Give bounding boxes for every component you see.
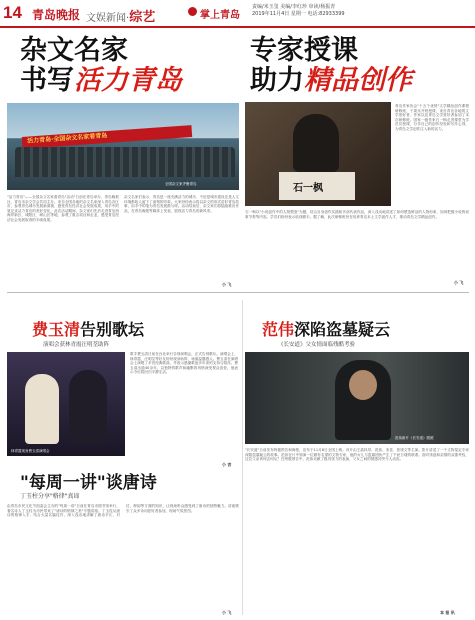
photo-caption: 林青霞现身费玉清演唱会 [11, 449, 50, 453]
story-expert-body-top: 青岛作家协会"十五个优势"文学精品创作课程研修班，于周末开班授课，来自青岛各地的文学爱好者、作家以及青岛文学爱好者参加了本次研修班。国家一级作家石一枫走进课堂为学员们授课，分享自己的创作经验和写作心得，为青岛文学创作注入新的活力。 [395, 104, 469, 131]
masthead [0, 0, 475, 26]
app-name: 掌上青岛 [200, 10, 240, 21]
story-lecture-body: 由青岛市民文化节组委会主办的"每周一讲"日前在青岛市图书馆举行，著名诗人丁玉柱为市民带来了"唐诗的格律之美"专题讲座。丁玉柱从唐诗的格律入手，结合大量名篇佳作，深入浅出地讲解了唐诗平仄、对仗、押韵等方面的知识，让现场听众感受到了唐诗的独特魅力。讲座吸引了众多诗词爱好者参加，现场气氛热烈。 [7, 504, 239, 518]
story-expert-headline [250, 36, 470, 96]
app-logo-icon [188, 7, 197, 16]
story-main-body-left: "活力青岛"——全国杂文名家看青岛"活动"日前在青岛举办，青岛晚报社、青岛市杂文学会共同主办。来自全国各地的杂文名家深入青岛各区市，参观青岛城市发展新面貌、感受青岛经济社会发展成果，用手中的笔记录活力青岛的美好变化。此次活动期间，杂文家们先后走进青岛西海岸新区、城阳区、崂山区等地，参观了重点项目和企业，感受青岛经济社会发展取得的丰硕成果。 [7, 195, 119, 222]
story-fan-byline: 本 报 讯 [440, 610, 455, 615]
editor-credits: 责编/米玉玺 美编/李红珍 审读/杨振青 [252, 4, 336, 10]
story-fan-photo [245, 352, 469, 444]
date-line: 2019年11月4日 星期一 电话:82933399 [252, 11, 345, 17]
story-lecture-headline: "每周一讲"谈唐诗 [20, 473, 157, 493]
headline-prefix: 书写 [20, 65, 74, 96]
section-prefix: 文娱新闻· [86, 13, 130, 24]
crowd-silhouette [15, 147, 235, 177]
headline-prefix: 助力 [250, 65, 304, 96]
singer-figure-left [25, 374, 59, 444]
headline-rest: 告别歌坛 [80, 320, 145, 339]
photo-banner-text: 活力青岛·全国杂文名家看青岛 [26, 132, 108, 145]
story-fan-subhead: 《长安道》父女情面临残酷考验 [278, 342, 356, 348]
story-fan-body: "长安道"日前发布终极预告和海报，宣布于11月8日全国上映。该片由王晶执导，范伟、宋佳、张颂文等主演。影片讲述了一个文物鉴定专家深陷盗墓疑云的故事。范伟在片中饰演一位颇有名望的文物专家，他的女儿与盗墓团伙产生了千丝万缕的联系。面对诱惑和亲情的双重考验，这位父亲该何去何从？在终极预告中，范伟贡献了极具张力的表演，父女之间的情感冲突令人动容。 [245, 448, 469, 462]
headline-line1: 专家授课 [250, 35, 358, 66]
story-main-byline: 小 飞 [222, 282, 232, 287]
singer-figure-right [69, 370, 107, 444]
story-fei-photo [7, 352, 125, 456]
masthead-rule [0, 26, 475, 28]
photo-caption: 全国杂文家齐聚青岛 [165, 182, 197, 186]
section-name: 综艺 [129, 10, 156, 25]
story-fei-subhead: 演唱会获林青霞汪明荃助阵 [43, 342, 110, 348]
story-main-headline [20, 36, 240, 96]
story-fan-headline [262, 317, 390, 340]
page-number: 14 [3, 3, 22, 22]
story-lecture-subhead: 丁玉柱分享"格律"真谛 [20, 493, 80, 500]
headline-art: 精品创作 [304, 65, 412, 96]
story-expert-byline: 小 飞 [454, 280, 464, 285]
headline-name: 范伟 [262, 320, 295, 339]
podium-nameplate: 石一枫 [293, 183, 323, 194]
headline-line1: 杂文名家 [20, 35, 128, 66]
column-divider [242, 300, 243, 615]
story-fei-body: 歌手费玉清日前在台北举行告别演唱会，正式告别歌坛。演唱会上，林青霞、汪明荃等好友纷纷现身助阵，场面温馨感人。费玉清在演唱会上演唱了多首经典歌曲，并表示感谢歌迷多年来的支持与陪伴。费玉清出道40余年，以独特的歌声和幽默的风格深受观众喜爱，他表示今后将回归平静生活。 [130, 352, 238, 375]
section-title [86, 6, 155, 25]
newspaper-brand: 青岛晚报 [32, 8, 81, 22]
section-divider [7, 292, 469, 293]
story-expert-body-bottom: 石一枫以"小说创作中的人物塑造"为题，结合自身创作实践和多部代表作品，深入浅出地讲述了如何塑造鲜活的人物形象、如何把握小说的叙事节奏等内容。学员们纷纷表示收获颇丰。据了解，此次研修班旨在培养青岛本土文学创作人才，推动青岛文学精品创作。 [245, 210, 469, 219]
headline-rest: 深陷盗墓疑云 [294, 320, 391, 339]
story-lecture-byline: 小 飞 [222, 610, 232, 615]
editor-info [252, 4, 345, 18]
headline-name: 费玉清 [32, 320, 81, 339]
speaker-figure [293, 114, 339, 172]
story-expert-photo [245, 102, 391, 206]
story-fei-headline [32, 317, 144, 340]
story-fei-byline: 小 吉 [222, 462, 232, 467]
story-main-body-right: 杂文名家们表示，青岛是一座充满活力的城市，不论是城市建设还是人文环境都给人留下了深刻的印象。大家纷纷表示将以杂文的形式讲好青岛故事，用手中的笔为青岛发展鼓与呼。活动结束后，杂文家们将陆续推出作品，在青岛晚报等媒体上发表，展现活力青岛的新风采。 [124, 195, 239, 213]
story-main-photo [7, 103, 239, 190]
headline-art: 活力青岛 [74, 65, 182, 96]
actor-face [349, 370, 377, 400]
photo-caption: 范伟新片《长安道》剧照 [395, 436, 434, 440]
